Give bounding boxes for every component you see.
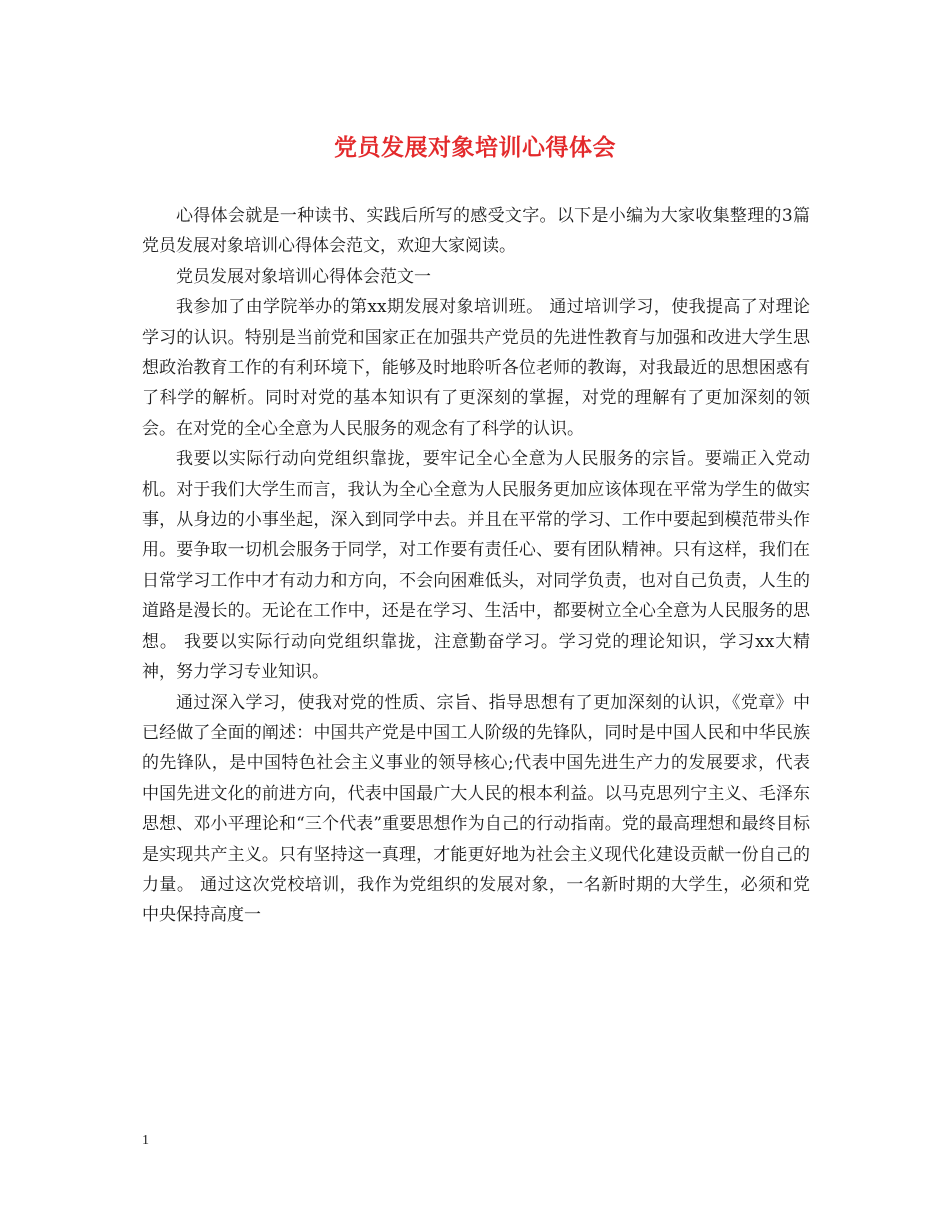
document-body: [142, 201, 810, 931]
body-paragraph-2: 我要以实际行动向党组织靠拢，要牢记全心全意为人民服务的宗旨。要端正入党动机。对于我们大学生而言，我认为全心全意为人民服务更加应该体现在平常为学生的做实事，从身边的小事坐起，深入到同学中去。并且在平常的学习、工作中要起到模范带头作用。要争取一切机会服务于同学，对工作要有责任心、要有团队精神。只有这样，我们在日常学习工作中才有动力和方向，不会向困难低头，对同学负责，也对自己负责，人生的道路是漫长的。无论在工作中，还是在学习、生活中，都要树立全心全意为人民服务的思想。 我要以实际行动向党组织靠拢，注意勤奋学习。学习党的理论知识，学习xx大精神，努力学习专业知识。: [142, 449, 810, 683]
body-paragraph-1: 我参加了由学院举办的第xx期发展对象培训班。 通过培训学习，使我提高了对理论学习的认识。特别是当前党和国家正在加强共产党员的先进性教育与加强和改进大学生思想政治教育工作的有利环境下，能够及时地聆听各位老师的教诲，对我最近的思想困惑有了科学的解析。同时对党的基本知识有了更深刻的掌握，对党的理解有了更加深刻的领会。在对党的全心全意为人民服务的观念有了科学的认识。: [142, 297, 810, 439]
page-number: 1: [142, 1133, 149, 1148]
body-paragraph-3: 通过深入学习，使我对党的性质、宗旨、指导思想有了更加深刻的认识，《党章》中已经做了全面的阐述：中国共产党是中国工人阶级的先锋队，同时是中国人民和中华民族的先锋队，是中国特色社会主义事业的领导核心;代表中国先进生产力的发展要求，代表中国先进文化的前进方向，代表中国最广大人民的根本利益。以马克思列宁主义、毛泽东思想、邓小平理论和“三个代表”重要思想作为自己的行动指南。党的最高理想和最终目标是实现共产主义。只有坚持这一真理，才能更好地为社会主义现代化建设贡献一份自己的力量。 通过这次党校培训，我作为党组织的发展对象，一名新时期的大学生，必须和党中央保持高度一: [142, 692, 810, 926]
document-title: 党员发展对象培训心得体会: [334, 134, 616, 161]
intro-paragraph: 心得体会就是一种读书、实践后所写的感受文字。以下是小编为大家收集整理的3篇党员发展对象培训心得体会范文，欢迎大家阅读。: [142, 206, 810, 257]
section-heading: 党员发展对象培训心得体会范文一: [176, 266, 431, 287]
